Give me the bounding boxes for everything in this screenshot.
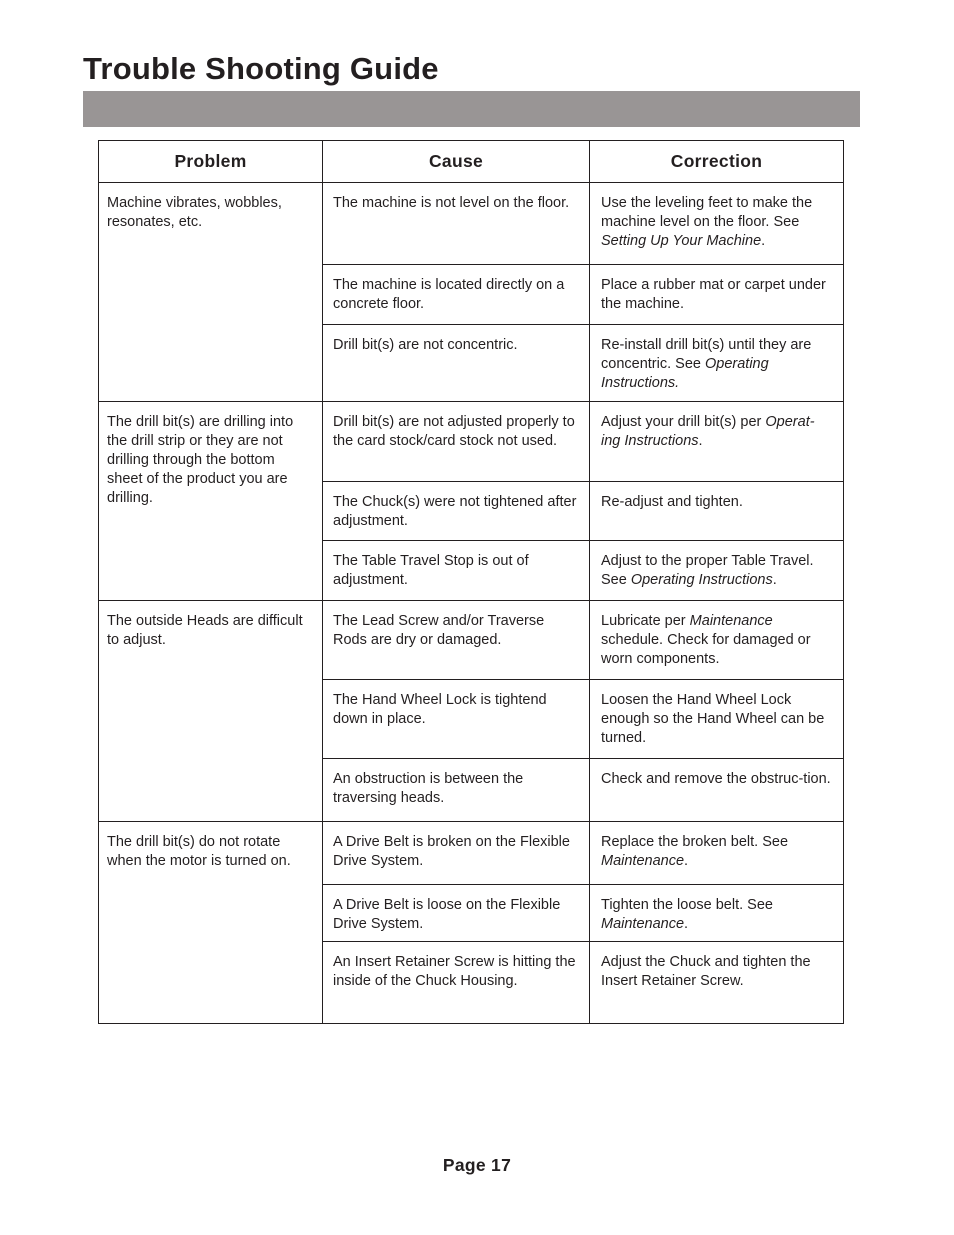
correction-text: Adjust the Chuck and tighten the Insert Retainer Screw.	[601, 954, 811, 989]
cause-cell: An obstruction is between the traversing heads.	[323, 759, 590, 822]
correction-reference: Operating Instructions.	[601, 356, 769, 391]
correction-reference: Maintenance	[601, 853, 685, 869]
cause-cell: The Hand Wheel Lock is tightend down in place.	[323, 680, 590, 759]
correction-text: Re-install drill bit(s) until they are concentric. See	[601, 337, 812, 372]
table-row	[99, 601, 844, 680]
correction-text: Check and remove the obstruc-tion.	[601, 771, 831, 787]
correction-text: Use the leveling feet to make the machine level on the floor. See	[601, 195, 813, 230]
correction-cell	[590, 601, 844, 680]
correction-text: Re-adjust and tighten.	[601, 494, 743, 510]
cause-cell: Drill bit(s) are not concentric.	[323, 325, 590, 402]
page-title: Trouble Shooting Guide	[83, 51, 439, 86]
correction-text-end: schedule. Check for damaged or worn components.	[601, 632, 811, 667]
correction-reference: Setting Up Your Machine	[601, 233, 762, 249]
correction-reference: Operat-ing Instructions	[601, 414, 815, 449]
cause-cell: The Chuck(s) were not tightened after adjustment.	[323, 482, 590, 541]
correction-cell	[590, 680, 844, 759]
correction-cell	[590, 541, 844, 601]
cause-cell: The machine is not level on the floor.	[323, 183, 590, 265]
correction-text-end: .	[761, 233, 766, 249]
cause-cell: A Drive Belt is loose on the Flexible Drive System.	[323, 885, 590, 942]
correction-cell	[590, 402, 844, 482]
correction-text-end: .	[684, 916, 689, 932]
correction-reference: Operating Instructions	[630, 572, 773, 588]
problem-cell: The drill bit(s) are drilling into the drill strip or they are not drilling through the bottom sheet of the product you are drilling.	[99, 402, 323, 601]
correction-cell	[590, 759, 844, 822]
correction-text: Lubricate per	[601, 613, 690, 629]
correction-cell	[590, 265, 844, 325]
correction-cell	[590, 325, 844, 402]
table-row	[99, 183, 844, 265]
page-number: Page 17	[442, 1155, 512, 1175]
correction-reference: Maintenance	[601, 916, 685, 932]
correction-text-end: .	[698, 433, 703, 449]
correction-cell	[590, 183, 844, 265]
correction-text-end: .	[772, 572, 777, 588]
problem-cell: The outside Heads are difficult to adjust.	[99, 601, 323, 822]
cause-cell: Drill bit(s) are not adjusted properly to the card stock/card stock not used.	[323, 402, 590, 482]
problem-cell: Machine vibrates, wobbles, resonates, etc.	[99, 183, 323, 402]
cause-cell: An Insert Retainer Screw is hitting the inside of the Chuck Housing.	[323, 942, 590, 1024]
correction-text: Adjust your drill bit(s) per	[601, 414, 766, 430]
correction-cell	[590, 822, 844, 885]
correction-cell	[590, 885, 844, 942]
header-problem: Problem	[99, 141, 323, 183]
problem-cell: The drill bit(s) do not rotate when the motor is turned on.	[99, 822, 323, 1024]
correction-cell	[590, 942, 844, 1024]
header-correction: Correction	[590, 141, 844, 183]
table-row	[99, 402, 844, 482]
correction-text: Place a rubber mat or carpet under the machine.	[601, 277, 826, 312]
correction-text: Tighten the loose belt. See	[601, 897, 773, 913]
cause-cell: The machine is located directly on a concrete floor.	[323, 265, 590, 325]
table-row	[99, 822, 844, 885]
correction-text: Adjust to the proper Table Travel. See	[601, 553, 814, 588]
cause-cell: A Drive Belt is broken on the Flexible Drive System.	[323, 822, 590, 885]
cause-cell: The Table Travel Stop is out of adjustment.	[323, 541, 590, 601]
correction-cell	[590, 482, 844, 541]
cause-cell: The Lead Screw and/or Traverse Rods are dry or damaged.	[323, 601, 590, 680]
correction-text-end: .	[684, 853, 689, 869]
title-band	[83, 91, 860, 127]
correction-reference: Maintenance	[689, 613, 773, 629]
correction-text: Loosen the Hand Wheel Lock enough so the Hand Wheel can be turned.	[601, 692, 825, 746]
troubleshooting-table	[98, 140, 844, 1024]
table-header-row	[99, 141, 844, 183]
correction-text: Replace the broken belt. See	[601, 834, 789, 850]
header-cause: Cause	[323, 141, 590, 183]
